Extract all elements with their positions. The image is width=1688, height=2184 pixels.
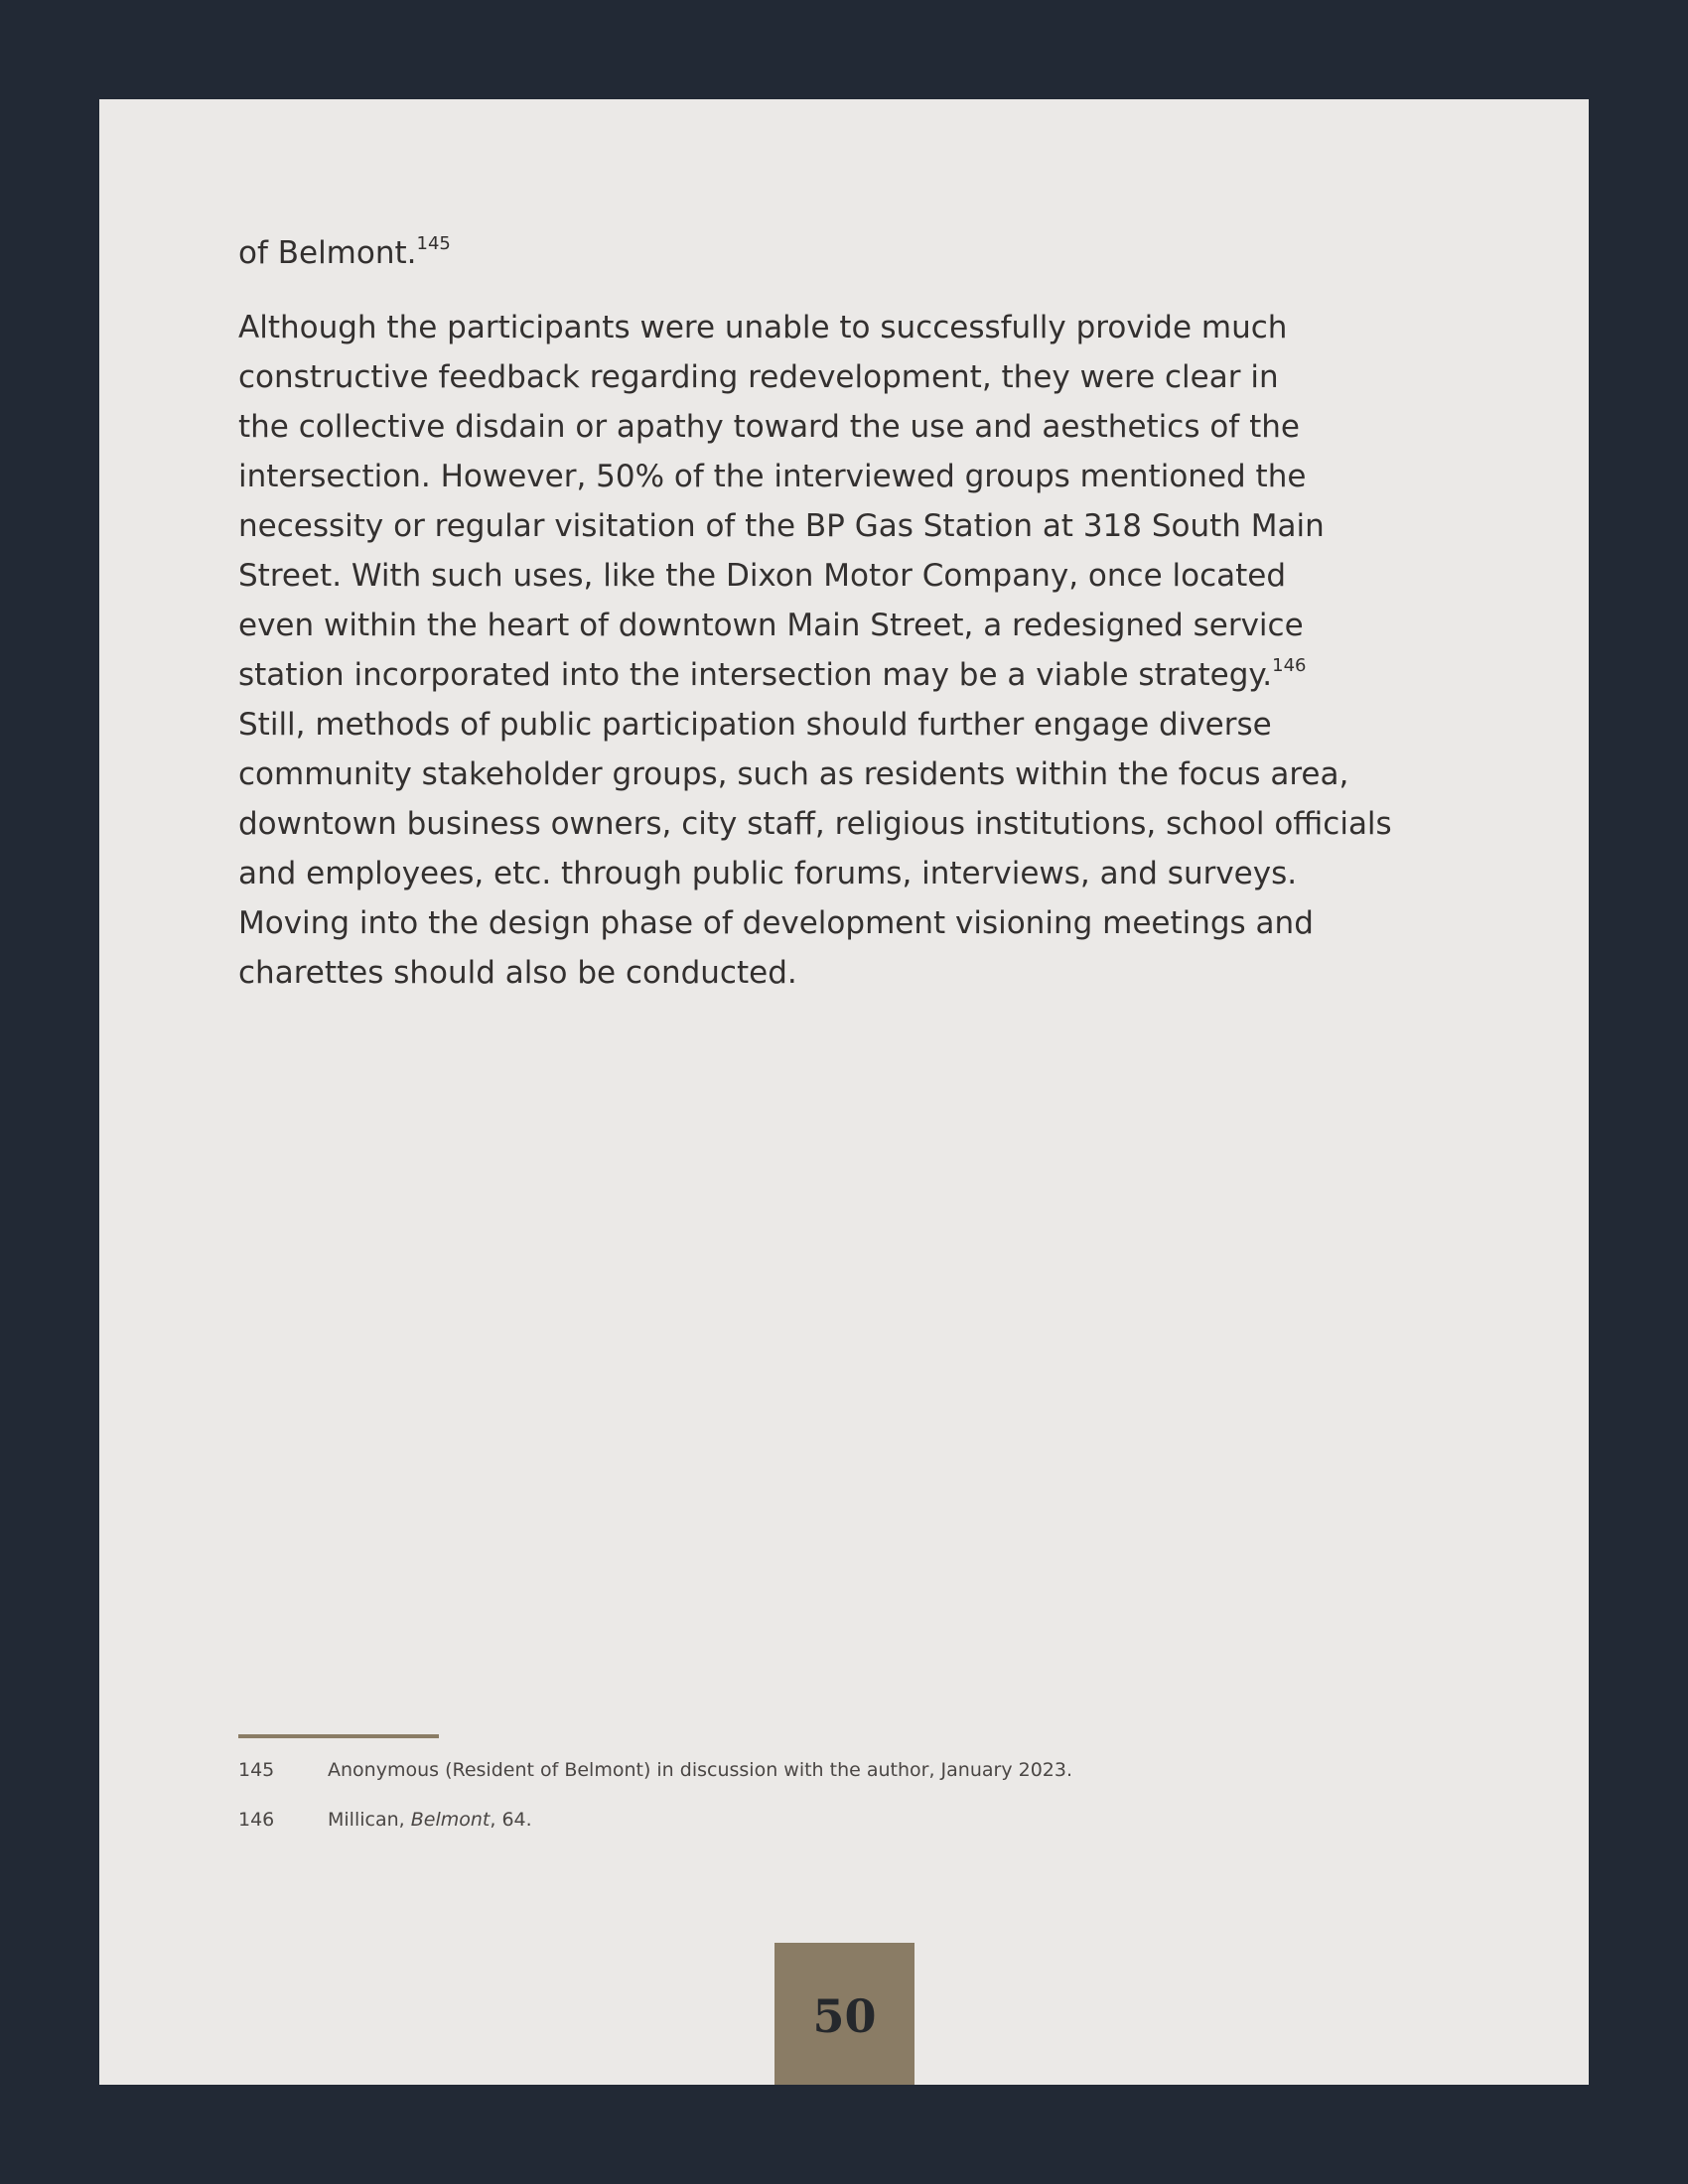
paragraph-line: even within the heart of downtown Main Street, a redesigned service <box>238 608 1304 643</box>
footnote-number: 146 <box>238 1809 275 1831</box>
footnote-ref-146: 146 <box>1272 655 1307 676</box>
main-paragraph <box>238 303 1489 998</box>
footnote-146 <box>238 1807 1430 1833</box>
paragraph-line: intersection. However, 50% of the interviewed groups mentioned the <box>238 459 1307 494</box>
paragraph-line: downtown business owners, city staff, religious institutions, school officials <box>238 806 1392 842</box>
paragraph-line: Although the participants were unable to successfully provide much <box>238 310 1288 345</box>
footnote-number: 145 <box>238 1759 275 1781</box>
paragraph-line: necessity or regular visitation of the BP Gas Station at 318 South Main <box>238 508 1325 544</box>
paragraph-line: the collective disdain or apathy toward the use and aesthetics of the <box>238 409 1300 445</box>
paragraph-line: Street. With such uses, like the Dixon Motor Company, once located <box>238 558 1287 594</box>
page-number: 50 <box>774 1943 914 2085</box>
paragraph-line: Still, methods of public participation should further engage diverse <box>238 707 1272 743</box>
paragraph-line: constructive feedback regarding redevelopment, they were clear in <box>238 359 1279 395</box>
continued-text: of Belmont. <box>238 235 417 271</box>
footnote-145 <box>238 1757 1430 1783</box>
paragraph-line-with-ref <box>238 650 1489 700</box>
footnote-divider <box>238 1734 439 1738</box>
footnote-text-after: , 64. <box>490 1809 532 1831</box>
footnote-ref-145: 145 <box>416 233 451 254</box>
continued-paragraph <box>238 228 1489 278</box>
footnote-italic-title: Belmont <box>410 1809 491 1831</box>
paragraph-line: community stakeholder groups, such as residents within the focus area, <box>238 756 1349 792</box>
paragraph-line-text: station incorporated into the intersection may be a viable strategy. <box>238 657 1273 693</box>
footnote-text-before: Millican, <box>328 1809 411 1831</box>
paragraph-line: and employees, etc. through public forums, interviews, and surveys. <box>238 856 1298 891</box>
paragraph-line: Moving into the design phase of development visioning meetings and <box>238 905 1314 941</box>
paragraph-line: charettes should also be conducted. <box>238 955 797 991</box>
document-page <box>99 99 1589 2085</box>
body-text <box>238 228 1489 998</box>
footnote-text: Anonymous (Resident of Belmont) in discussion with the author, January 2023. <box>328 1759 1072 1781</box>
